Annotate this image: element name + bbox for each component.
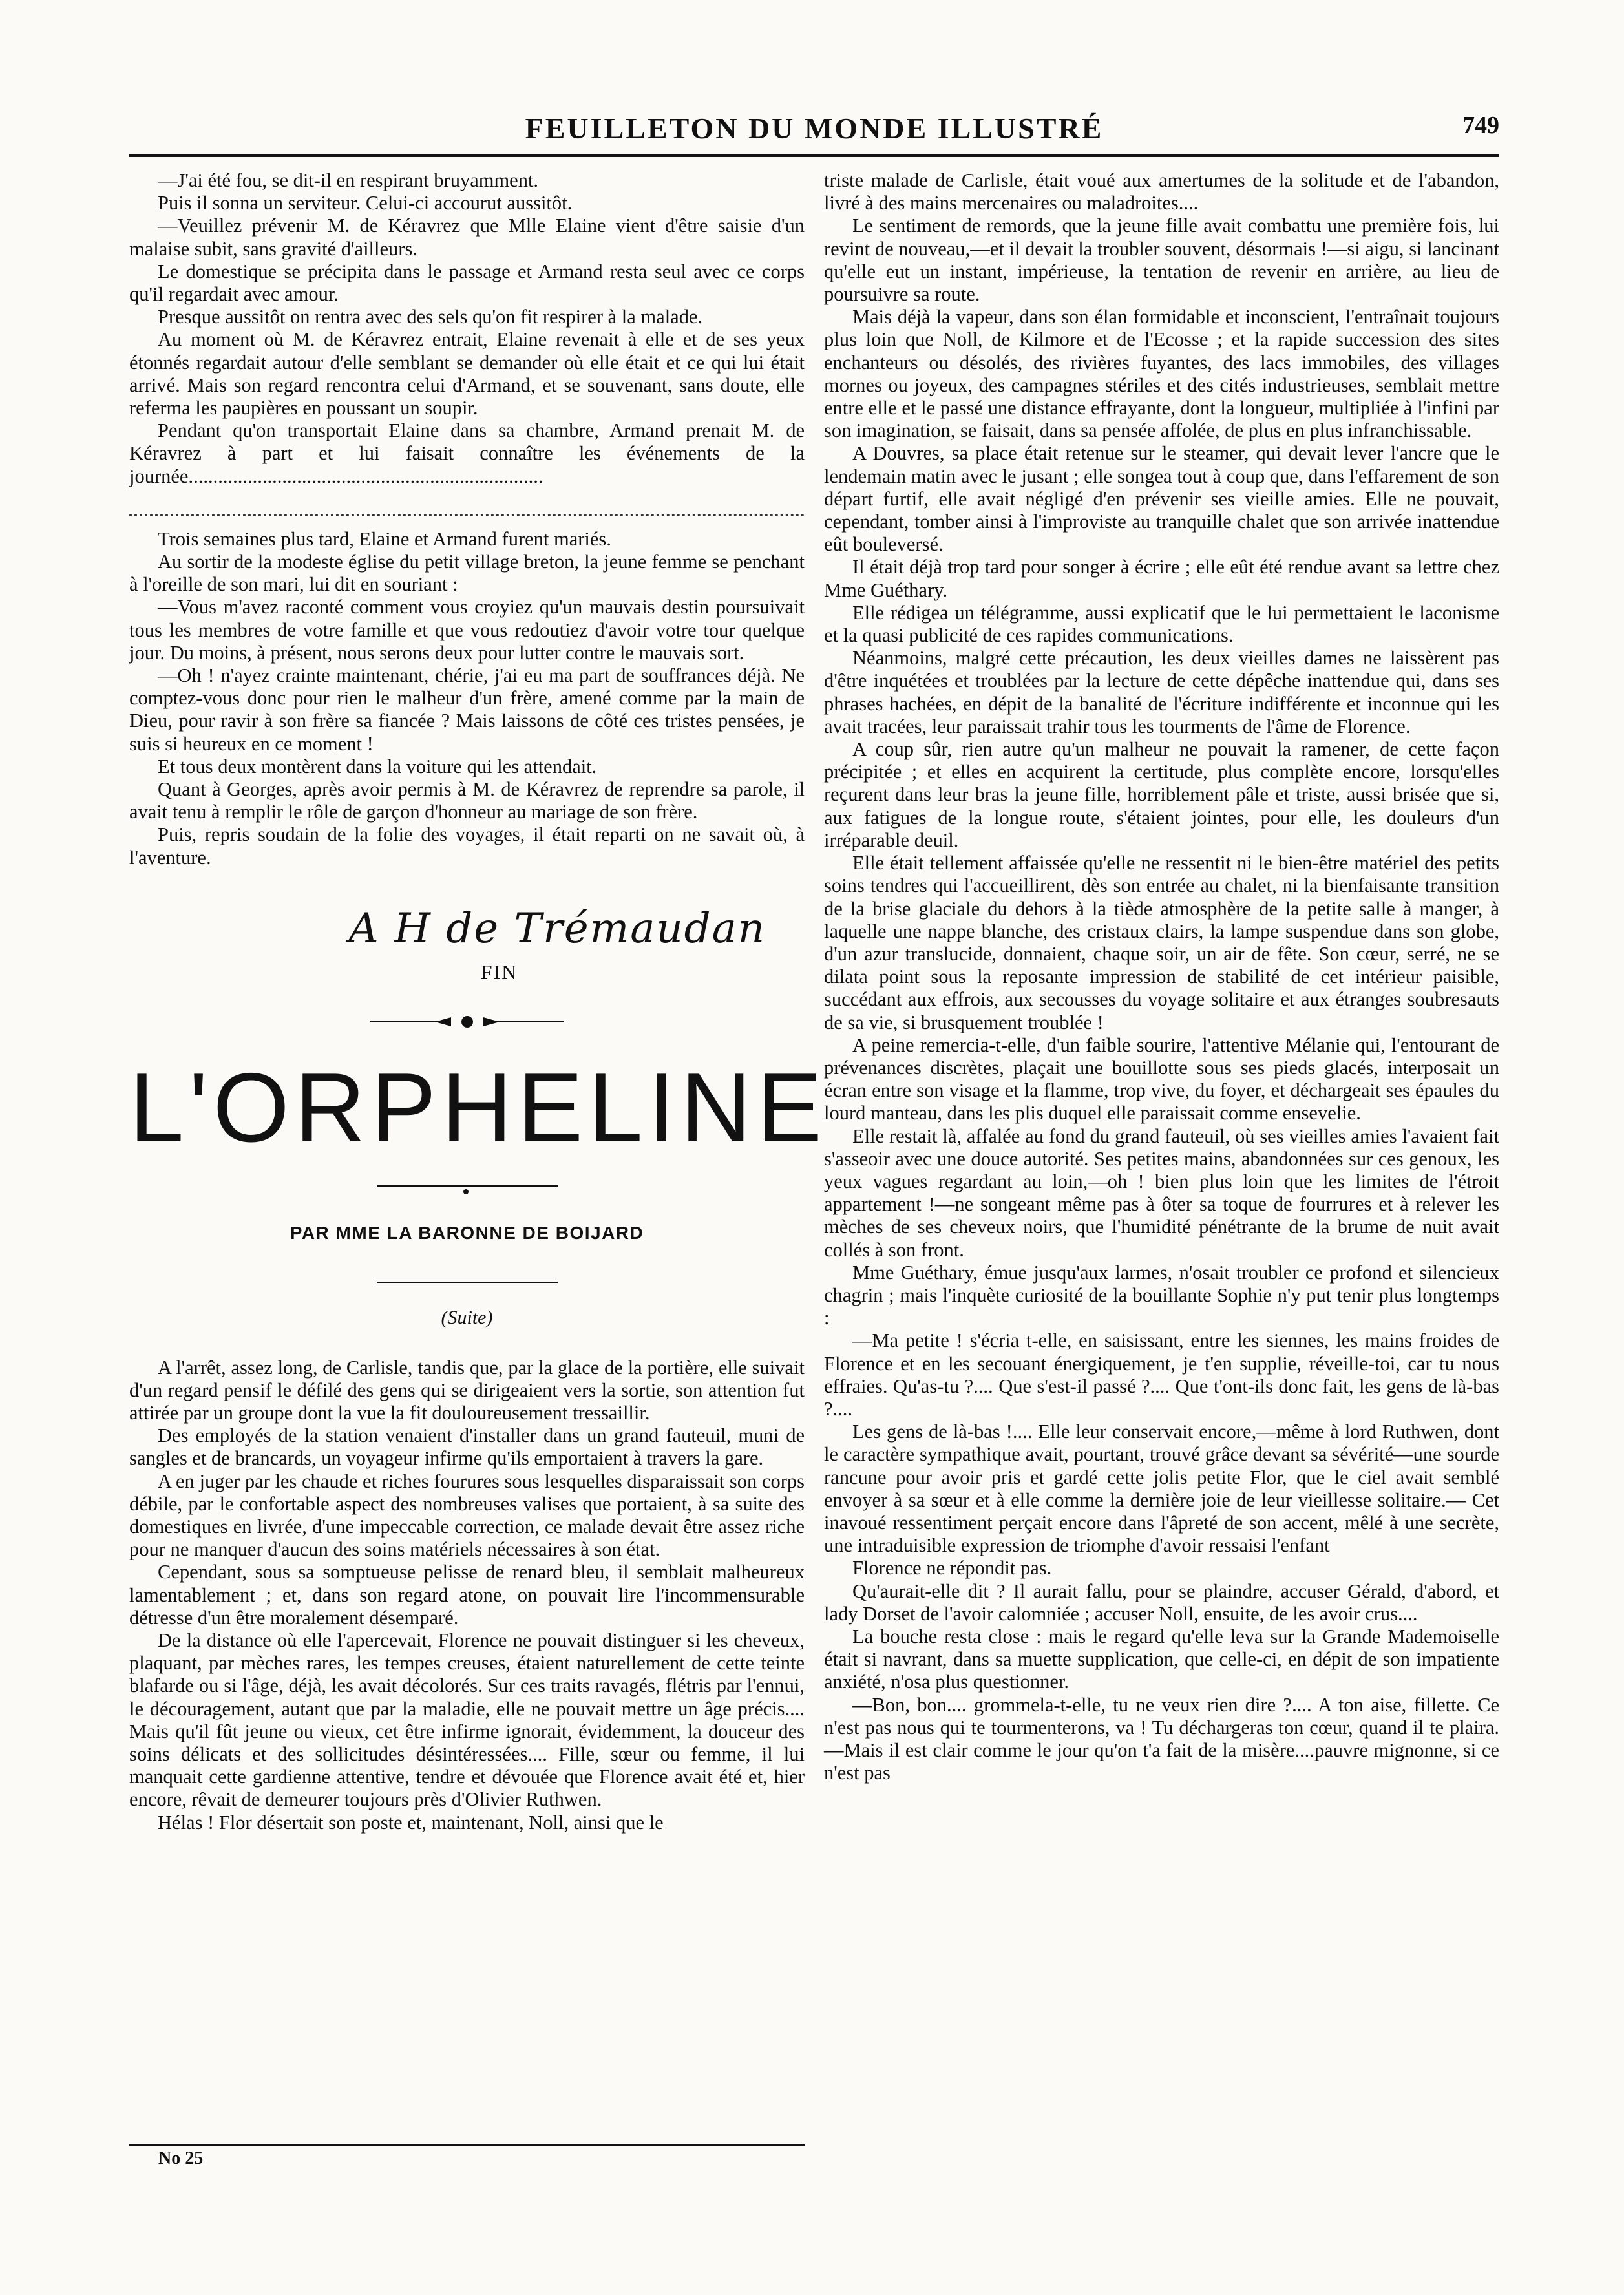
paragraph: —Oh ! n'ayez crainte maintenant, chérie, j'ai eu ma part de souffrances déjà. Ne comptez-vous donc pour rien le malheur d'un frère, amené comme par la main de Dieu, pour ravir à son frère sa fiancée ? Mais laissons de côté ces tristes pensées, je suis si heureux en ce moment ! (129, 664, 805, 755)
paragraph: Pendant qu'on transportait Elaine dans sa chambre, Armand prenait M. de Kéravrez à part et lui faisait connaître les événements de la journée........................................................................ (129, 419, 805, 487)
paragraph: Mme Guéthary, émue jusqu'aux larmes, n'osait troubler ce profond et silencieux chagrin ; mais l'inquète curiosité de la bouillante Sophie n'y put tenir plus longtemps : (824, 1261, 1499, 1329)
paragraph: Le domestique se précipita dans le passage et Armand resta seul avec ce corps qu'il regardait avec amour. (129, 260, 805, 306)
feuilleton-title: L'ORPHELINE (129, 1053, 828, 1163)
orpheline-text-left (129, 1357, 805, 1834)
paragraph: De la distance où elle l'apercevait, Florence ne pouvait distinguer si les cheveux, plaquant, par mèches rares, les tempes creuses, étaient naturellement de cette teinte blafarde ou si l'âge, déjà, les avait décolorés. Sur ces traits ravagés, flétris par l'ennui, le découragement, autant que par la maladie, elle ne pouvait mettre un âge précis.... Mais qu'il fût jeune ou vieux, cet être infirme ignorait, évidemment, la douceur des soins délicats et des sollicitudes désintéressées.... Fille, sœur ou femme, il lui manquait cette gardienne attentive, tendre et dévouée que Florence avait été et, hier encore, rêvait de demeurer toujours près d'Olivier Ruthwen. (129, 1629, 805, 1811)
paragraph: —Vous m'avez raconté comment vous croyiez qu'un mauvais destin poursuivait tous les membres de votre famille et que vous redoutiez d'avoir votre tour quelque jour. Du moins, à présent, nous serons deux pour lutter contre le mauvais sort. (129, 596, 805, 664)
paragraph: A l'arrêt, assez long, de Carlisle, tandis que, par la glace de la portière, elle suivait d'un regard pensif le défilé des gens qui se dirigeaient vers la sortie, son attention fut attirée par un groupe dont la vue la fit douloureusement tressaillir. (129, 1356, 805, 1424)
paragraph: Qu'aurait-elle dit ? Il aurait fallu, pour se plaindre, accuser Gérald, d'abord, et lady Dorset de l'avoir calomniée ; accuser Noll, ensuite, de les avoir crus.... (824, 1580, 1499, 1625)
paragraph: Trois semaines plus tard, Elaine et Armand furent mariés. (158, 527, 611, 550)
paragraph: Quant à Georges, après avoir permis à M. de Kéravrez de reprendre sa parole, il avait tenu à remplir le rôle de garçon d'honneur au mariage de son frère. (129, 778, 805, 823)
suite-label: (Suite) (441, 1307, 493, 1329)
paragraph: Puis, repris soudain de la folie des voyages, il était reparti on ne savait où, à l'aventure. (129, 823, 805, 869)
paragraph: Presque aussitôt on rentra avec des sels qu'on fit respirer à la malade. (158, 306, 703, 328)
paragraph: —Bon, bon.... grommela-t-elle, tu ne veux rien dire ?.... A ton aise, fillette. Ce n'est pas nous qui te tourmenterons, va ! Tu déchargeras ton cœur, quand il te plaira.—Mais il est clair comme le jour qu'on t'a fait de la misère....pauvre mignonne, si ce n'est pas (824, 1693, 1499, 1784)
running-title: FEUILLETON DU MONDE ILLUSTRÉ (525, 112, 1104, 145)
author-byline: PAR MME LA BARONNE DE BOIJARD (290, 1223, 644, 1243)
orpheline-text-right (824, 215, 1499, 1784)
paragraph: —Veuillez prévenir M. de Kéravrez que Mlle Elaine vient d'être saisie d'un malaise subit, sans gravité d'ailleurs. (129, 215, 805, 260)
byline-rule (377, 1282, 558, 1283)
dotted-separator (129, 491, 805, 516)
paragraph: Elle rédigea un télégramme, aussi explicatif que le lui permettaient le laconisme et la quasi publicité de ces rapides communications. (824, 601, 1499, 647)
continuation-paragraph: triste malade de Carlisle, était voué aux amertumes de la solitude et de l'abandon, livré à des mains mercenaires ou maladroites.... (824, 169, 1499, 215)
header-rule (129, 154, 1499, 160)
footer-rule (129, 2144, 805, 2146)
running-header (129, 110, 1499, 155)
story-ending-text (129, 169, 805, 488)
fin-label: FIN (480, 960, 518, 984)
title-rule (377, 1185, 558, 1187)
ornament-divider (370, 1013, 564, 1030)
paragraph: La bouche resta close : mais le regard qu'elle leva sur la Grande Mademoiselle était si navrant, dans sa muette supplication, que celle-ci, en dépit de son impatiente anxiété, n'osa plus questionner. (824, 1625, 1499, 1693)
paragraph: Des employés de la station venaient d'installer dans un grand fauteuil, muni de sangles et de brancards, un voyageur infirme qu'ils emportaient à travers la gare. (129, 1424, 805, 1470)
paragraph: Et tous deux montèrent dans la voiture qui les attendait. (158, 755, 597, 777)
paragraph: Néanmoins, malgré cette précaution, les deux vieilles dames ne laissèrent pas d'être inquétées et troublées par la lecture de cette dépêche inattendue qui, dans ses phrases hachées, en dépit de la banalité de l'écriture indifférente et inconnue qui les avait tracées, leur paraissait trahir tous les tourments de l'âme de Florence. (824, 647, 1499, 737)
paragraph: Les gens de là-bas !.... Elle leur conservait encore,—même à lord Ruthwen, dont le caractère sympathique avait, pourtant, trouvé grâce devant sa sévérité—une sourde rancune pour avoir pris et gardé cette jolis petite Flor, que le ciel avait semblé envoyer à sa sœur et à elle comme la dernière joie de leur vieillesse solitaire.— Cet inavoué ressentiment perçait encore dans l'âpreté de son accent, mêlé à une secrète, une intraduisible expression de triomphe d'avoir ressaisi l'enfant (824, 1421, 1499, 1557)
right-column (824, 169, 1499, 1784)
paragraph: Puis il sonna un serviteur. Celui-ci accourut aussitôt. (158, 192, 573, 215)
paragraph: Au moment où M. de Kéravrez entrait, Elaine revenait à elle et de ses yeux étonnés regardait autour d'elle semblant se demander où elle était et ce qui lui était arrivé. Mais son regard rencontra celui d'Armand, et se souvenant, sans doute, elle referma les paupières en poussant un soupir. (129, 328, 805, 419)
paragraph: Mais déjà la vapeur, dans son élan formidable et inconscient, l'entraînait toujours plus loin que Noll, de Kilmore et de l'Ecosse ; et la rapide succession des sites enchanteurs ou désolés, des rivières fuyantes, des lacs immobiles, des villages mornes ou joyeux, des campagnes stériles et des cités industrieuses, semblait mettre entre elle et le passé une distance effrayante, dont la longueur, multipliée à l'infini par son imagination, se faisait, dans sa pensée affolée, de plus en plus infranchissable. (824, 306, 1499, 442)
paragraph: Elle restait là, affalée au fond du grand fauteuil, où ses vieilles amies l'avaient fait s'asseoir avec une douce autorité. Ses petites mains, abandonnées sur ces genoux, les yeux vagues regardant au loin,—oh ! bien plus loin que les limites de l'étroit appartement !—ne songeant même pas à ôter sa toque de fourrures et à relever les mèches de ses cheveux noirs, que l'humidité pénétrante de la brume de nuit avait collés à son front. (824, 1125, 1499, 1261)
page-number: 749 (1462, 112, 1499, 139)
paragraph: Le sentiment de remords, que la jeune fille avait combattu une première fois, lui revint de nouveau,—et il devait la troubler souvent, désormais !—si aigu, si lancinant qu'elle eut un instant, impérieuse, la tentation de revenir en arrière, au lieu de poursuivre sa route. (824, 215, 1499, 306)
paragraph: A peine remercia-t-elle, d'un faible sourire, l'attentive Mélanie qui, l'entourant de prévenances discrètes, plaçait une bouillotte sous ses pieds glacés, interposait un écran entre son visage et la flamme, trop vive, du foyer, et déchargeait ses épaules du lourd manteau, dans les plis duquel elle paraissait comme ensevelie. (824, 1033, 1499, 1125)
left-column (129, 169, 828, 1834)
paragraph: —Ma petite ! s'écria t-elle, en saisissant, entre les siennes, les mains froides de Florence et en les secouant énergiquement, je t'en supplie, réveille-toi, car tu nous effraies. Qu'as-tu ?.... Que s'est-il passé ?.... Que t'ont-ils donc fait, les gens de là-bas ?.... (824, 1329, 1499, 1420)
issue-number: No 25 (158, 2148, 204, 2168)
paragraph: Elle était tellement affaissée qu'elle ne ressentit ni le bien-être matériel des petits soins tendres qui l'accueillirent, dès son entrée au chalet, ni la bienfaisante transition de la brise glaciale du dehors à la tiède atmosphère de la petite salle à manger, à laquelle une nappe blanche, des cristaux clairs, la lampe suspendue dans son globe, d'un azur translucide, donnaient, chaque soir, un air de fête. Son cœur, serré, ne se dilata point sous la reposante impression de stabilité de cet intérieur paisible, succédant aux effrois, aux secousses du voyage solitaire et aux étranges soubresauts de sa vie, si brusquement troublée ! (824, 852, 1499, 1033)
paragraph: A Douvres, sa place était retenue sur le steamer, qui devait lever l'ancre que le lendemain matin avec le jusant ; elle songea tout à coup que, dans l'effarement de son départ furtif, elle avait négligé d'en prévenir ses vieille amies. Elle ne pouvait, cependant, tomber ainsi à l'improviste au tranquille chalet que son arrivée inattendue eût bouleversé. (824, 442, 1499, 556)
story-epilogue-text (129, 528, 805, 869)
paragraph: A coup sûr, rien autre qu'un malheur ne pouvait la ramener, de cette façon précipitée ; et elles en acquirent la certitude, plus complète encore, lorsqu'elles reçurent dans leur bras la jeune fille, horriblement pâle et triste, aussi brisée que si, aux fatigues de la longue route, s'étaient jointes, pour elle, les douleurs d'un irréparable deuil. (824, 738, 1499, 851)
paragraph: Il était déjà trop tard pour songer à écrire ; elle eût été rendue avant sa lettre chez Mme Guéthary. (824, 556, 1499, 601)
paragraph: Cependant, sous sa somptueuse pelisse de renard bleu, il semblait malheureux lamentablement ; et, dans son regard atone, on pouvait lire l'incommensurable détresse d'un être moralement désemparé. (129, 1561, 805, 1629)
paragraph: A en juger par les chaude et riches fourures sous lesquelles disparaissait son corps débile, par le confortable aspect des nombreuses valises que portaient, à sa suite des domestiques en livrée, d'une impeccable correction, ce malade devait être assez riche pour ne manquer d'aucun des soins matériels nécessaires à son état. (129, 1470, 805, 1561)
paragraph: Au sortir de la modeste église du petit village breton, la jeune femme se penchant à l'oreille de son mari, lui dit en souriant : (129, 551, 805, 596)
paragraph: Florence ne répondit pas. (852, 1557, 1052, 1580)
paragraph: —J'ai été fou, se dit-il en respirant bruyamment. (158, 169, 539, 191)
author-signature: A H de Trémaudan (348, 904, 766, 953)
paragraph: Hélas ! Flor désertait son poste et, maintenant, Noll, ainsi que le (158, 1811, 664, 1834)
